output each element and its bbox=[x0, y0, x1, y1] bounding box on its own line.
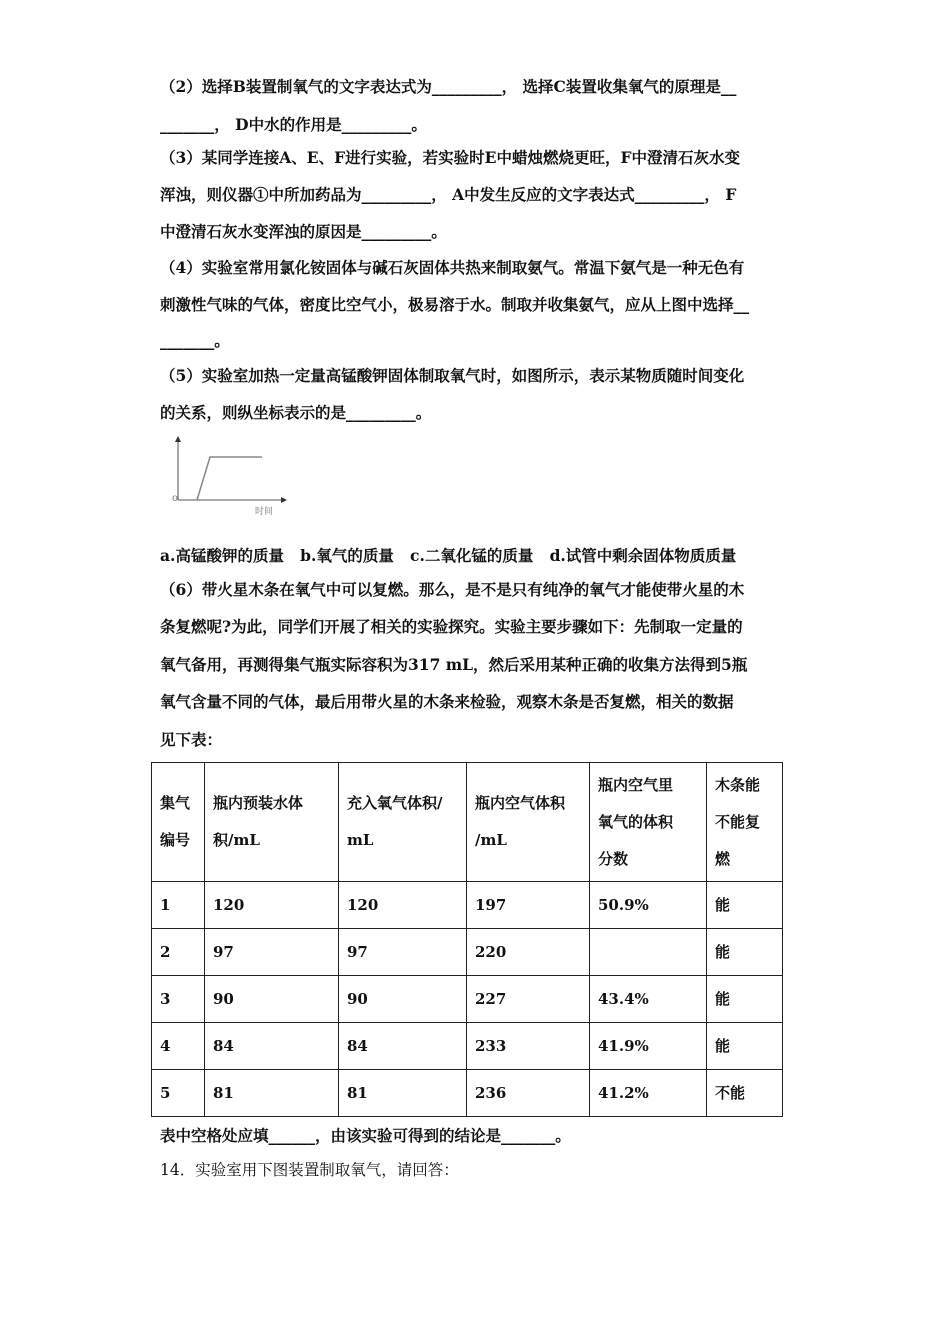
table-row: 5 81 81 236 41.2% 不能 bbox=[152, 1070, 783, 1117]
data-table bbox=[151, 762, 783, 1117]
line: 氧气含量不同的气体，最后用带火星的木条来检验，观察木条是否复燃，相关的数据 bbox=[160, 692, 734, 711]
line: （6）带火星木条在氧气中可以复燃。那么，是不是只有纯净的氧气才能使带火星的木 bbox=[160, 580, 745, 599]
line: _______。 bbox=[160, 331, 230, 350]
line: （3）某同学连接A、E、F进行实验，若实验时E中蜡烛燃烧更旺，F中澄清石灰水变 bbox=[160, 148, 740, 167]
line: 中澄清石灰水变浑浊的原因是_________。 bbox=[160, 222, 447, 241]
line: （2）选择B装置制氧气的文字表达式为_________， 选择C装置收集氧气的原理是__ bbox=[160, 77, 737, 96]
table-header-row bbox=[152, 763, 783, 882]
y-arrow-icon bbox=[175, 436, 181, 442]
table-row: 2 97 97 220 能 bbox=[152, 929, 783, 976]
line: 条复燃呢?为此，同学们开展了相关的实验探究。实验主要步骤如下：先制取一定量的 bbox=[160, 617, 743, 636]
line: 的关系，则纵坐标表示的是_________。 bbox=[160, 403, 432, 422]
table-row: 1 120 120 197 50.9% 能 bbox=[152, 882, 783, 929]
header-cell: 瓶内空气体积 /mL bbox=[467, 763, 590, 882]
origin-label: o bbox=[172, 493, 179, 504]
header-cell: 瓶内空气里 氧气的体积 分数 bbox=[590, 763, 707, 882]
line: （4）实验室常用氯化铵固体与碱石灰固体共热来制取氨气。常温下氨气是一种无色有 bbox=[160, 258, 745, 277]
line: 见下表： bbox=[160, 730, 223, 749]
time-graph bbox=[165, 432, 295, 522]
x-arrow-icon bbox=[281, 497, 287, 503]
line: _______， D中水的作用是_________。 bbox=[160, 115, 427, 134]
x-axis-label: 时间 bbox=[255, 507, 274, 517]
options-line: a.高锰酸钾的质量 b.氧气的质量 c.二氧化锰的质量 d.试管中剩余固体物质质量 bbox=[160, 546, 737, 565]
table-row: 3 90 90 227 43.4% 能 bbox=[152, 976, 783, 1023]
table-row: 4 84 84 233 41.9% 能 bbox=[152, 1023, 783, 1070]
line: 浑浊，则仪器①中所加药品为_________， A中发生反应的文字表达式_________， F bbox=[160, 185, 737, 204]
curve bbox=[197, 457, 262, 500]
header-cell: 瓶内预装水体 积/mL bbox=[205, 763, 339, 882]
graph-svg bbox=[165, 432, 295, 522]
line: 刺激性气味的气体，密度比空气小，极易溶于水。制取并收集氨气，应从上图中选择__ bbox=[160, 295, 750, 314]
question-14: 14．实验室用下图装置制取氧气，请回答： bbox=[160, 1161, 459, 1179]
header-cell: 木条能 不能复 燃 bbox=[707, 763, 783, 882]
header-cell: 集气 编号 bbox=[152, 763, 205, 882]
line: （5）实验室加热一定量高锰酸钾固体制取氧气时，如图所示，表示某物质随时间变化 bbox=[160, 366, 745, 385]
line: 氧气备用，再测得集气瓶实际容积为317 mL，然后采用某种正确的收集方法得到5瓶 bbox=[160, 655, 748, 674]
after-table-line: 表中空格处应填______，由该实验可得到的结论是_______。 bbox=[160, 1126, 571, 1145]
header-cell: 充入氧气体积/ mL bbox=[339, 763, 467, 882]
